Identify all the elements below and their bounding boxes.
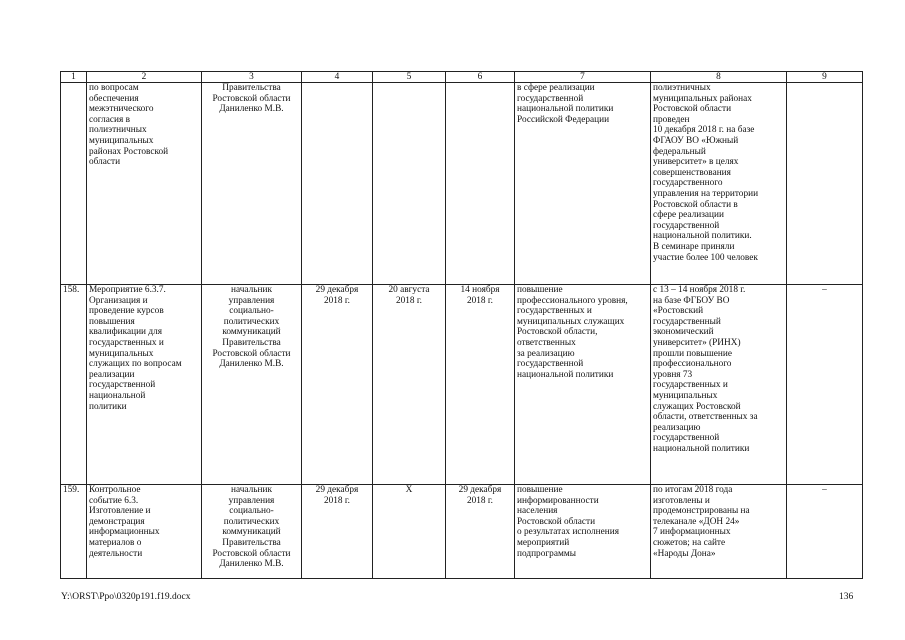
cell-line: национальной политики [653,443,750,454]
cell-line: государственной [517,359,584,370]
cell-line: обеспечения [89,93,139,104]
column-header: 9 [787,72,863,83]
cell-line: Правительства [222,83,281,93]
cell-line: 14 ноября [460,285,500,295]
cell-line: государственной [517,93,584,104]
column-header: 7 [515,72,651,83]
cell-line: материалов о [89,537,142,548]
cell-line: коммуникаций [222,527,281,538]
cell-line: населения [517,506,558,517]
actual-result-cell [651,83,787,285]
cell-line: 2018 г. [466,495,493,506]
end-date-cell [446,83,515,285]
cell-line: – [822,485,827,495]
cell-line: «Ростовский [653,306,704,317]
responsible-cell [202,485,302,579]
cell-line: Ростовской области в [653,199,738,210]
cell-line: университет» (РИНХ) [653,337,741,348]
cell-line: профессионального [653,359,732,370]
responsible-cell [202,83,302,285]
expected-result-cell [515,285,651,485]
cell-line: 2018 г. [395,295,422,306]
cell-line: университет» в целях [653,157,739,168]
cell-line: Ростовской области [212,548,291,559]
cell-line: совершенствования [653,167,731,178]
notes-cell [787,485,863,579]
cell-line: муниципальных служащих [517,316,625,327]
table-row [61,83,863,285]
cell-line: 29 декабря [315,485,359,495]
start-date-cell [373,83,446,285]
cell-line: мероприятий [517,537,570,548]
cell-line: – [822,285,827,295]
cell-line: районах Ростовской [89,146,169,157]
cell-line: уровня 73 [653,369,693,380]
table-row [61,485,863,579]
table-row [61,285,863,485]
cell-line: Ростовской области, [517,327,598,338]
plan-date-cell [302,83,373,285]
cell-line: по итогам 2018 года [653,485,733,495]
cell-line: сфере реализации [653,210,724,221]
row-number: 158. [61,285,87,485]
notes-cell [787,285,863,485]
cell-line: государственной [653,433,720,444]
cell-line: Мероприятие 6.3.7. [89,285,166,295]
cell-line: продемонстрированы на [653,506,750,517]
cell-line: реализацию [653,422,701,433]
cell-line: за реализацию [517,348,575,359]
cell-line: Даниленко М.В. [219,359,284,370]
cell-line: повышение [517,485,563,495]
cell-line: национальной политики. [653,231,752,242]
row-number: 159. [61,485,87,579]
header-row [61,72,863,83]
cell-line: демонстрация [89,516,145,527]
cell-line: коммуникаций [222,327,281,338]
cell-line: муниципальных [89,135,154,146]
expected-result-cell [515,485,651,579]
cell-line: государственных и [653,380,728,391]
cell-line: служащих Ростовской [653,401,741,412]
cell-line: квалификации для [89,327,163,338]
actual-result-cell [651,285,787,485]
cell-line: прошли повышение [653,348,732,359]
cell-line: Правительства [222,537,281,548]
cell-line: Организация и [89,295,148,306]
cell-line: муниципальных районах [653,93,752,104]
cell-line: экономический [653,327,714,338]
cell-line: на базе ФГБОУ ВО [653,295,730,306]
event-name-cell [87,485,202,579]
cell-line: начальник [231,285,272,295]
start-date-cell [373,285,446,485]
cell-line: повышения [89,316,135,327]
cell-line: муниципальных [89,348,154,359]
cell-line: 2018 г. [323,495,350,506]
cell-line: телеканале «ДОН 24» [653,516,740,527]
end-date-cell [446,285,515,485]
cell-line: Российской Федерации [517,114,610,125]
cell-line: 7 информационных [653,527,731,538]
plan-date-cell [302,285,373,485]
expected-result-cell [515,83,651,285]
cell-line: государственной [653,220,720,231]
cell-line: изготовлены и [653,495,710,506]
cell-line: 10 декабря 2018 г. на базе [653,125,755,136]
cell-line: социально- [229,306,274,317]
cell-line: 29 декабря [458,485,502,495]
end-date-cell [446,485,515,579]
cell-line: «Народы Дона» [653,548,716,559]
cell-line: Изготовление и [89,506,151,517]
cell-line: социально- [229,506,274,517]
cell-line: согласия в [89,114,130,125]
cell-line: по вопросам [89,83,139,93]
cell-line: ФГАОУ ВО «Южный [653,135,739,146]
notes-cell [787,83,863,285]
cell-line: реализации [89,369,135,380]
cell-line: управления [228,495,275,506]
cell-line: Даниленко М.В. [219,104,284,115]
cell-line: событие 6.3. [89,495,139,506]
cell-line: национальной политики [517,104,614,115]
cell-line: профессионального уровня, [517,295,628,306]
cell-line: служащих по вопросам [89,359,182,370]
file-path: Y:\ORST\Ppo\0320p191.f19.docx [61,592,191,602]
cell-line: Контрольное [89,485,141,495]
cell-line: информационных [89,527,160,538]
cell-line: Ростовской области [653,104,732,115]
cell-line: Х [405,485,413,495]
event-name-cell [87,285,202,485]
plan-date-cell [302,485,373,579]
column-header: 1 [61,72,87,83]
cell-line: повышение [517,285,563,295]
cell-line: Ростовской области [517,516,596,527]
column-header: 6 [446,72,515,83]
cell-line: межэтнического [89,104,154,115]
cell-line: Ростовской области [212,348,291,359]
cell-line: государственных и [517,306,592,317]
cell-line: информированности [517,495,599,506]
cell-line: государственной [89,380,156,391]
cell-line: государственного [653,178,723,189]
cell-line: В семинаре приняли [653,241,735,252]
cell-line: муниципальных [653,390,718,401]
cell-line: проведение курсов [89,306,164,317]
event-name-cell [87,83,202,285]
cell-line: с 13 – 14 ноября 2018 г. [653,285,746,295]
cell-line: национальной политики [517,369,614,380]
row-number [61,83,87,285]
cell-line: управления [228,295,275,306]
cell-line: в сфере реализации [517,83,595,93]
column-header: 4 [302,72,373,83]
cell-line: федеральный [653,146,706,157]
cell-line: Даниленко М.В. [219,559,284,570]
cell-line: участие более 100 человек [653,252,758,263]
column-header: 3 [202,72,302,83]
cell-line: государственный [653,316,721,327]
cell-line: полиэтничных [653,83,711,93]
page-number: 136 [839,592,854,602]
actual-result-cell [651,485,787,579]
cell-line: национальной [89,390,146,401]
cell-line: подпрограммы [517,548,576,559]
document-table [60,71,863,579]
cell-line: проведен [653,114,690,125]
cell-line: 2018 г. [323,295,350,306]
start-date-cell [373,485,446,579]
cell-line: политических [223,316,280,327]
cell-line: 2018 г. [466,295,493,306]
cell-line: 29 декабря [315,285,359,295]
column-header: 2 [87,72,202,83]
cell-line: политических [223,516,280,527]
cell-line: полиэтничных [89,125,147,136]
cell-line: деятельности [89,548,143,559]
column-header: 8 [651,72,787,83]
cell-line: Правительства [222,337,281,348]
responsible-cell [202,285,302,485]
cell-line: государственных и [89,337,164,348]
column-header: 5 [373,72,446,83]
cell-line: Ростовской области [212,93,291,104]
cell-line: о результатах исполнения [517,527,620,538]
cell-line: сюжетов; на сайте [653,537,726,548]
cell-line: 20 августа [388,285,430,295]
cell-line: области [89,157,121,168]
cell-line: управления на территории [653,188,759,199]
cell-line: политики [89,401,127,412]
cell-line: ответственных [517,337,576,348]
cell-line: начальник [231,485,272,495]
cell-line: области, ответственных за [653,412,758,423]
